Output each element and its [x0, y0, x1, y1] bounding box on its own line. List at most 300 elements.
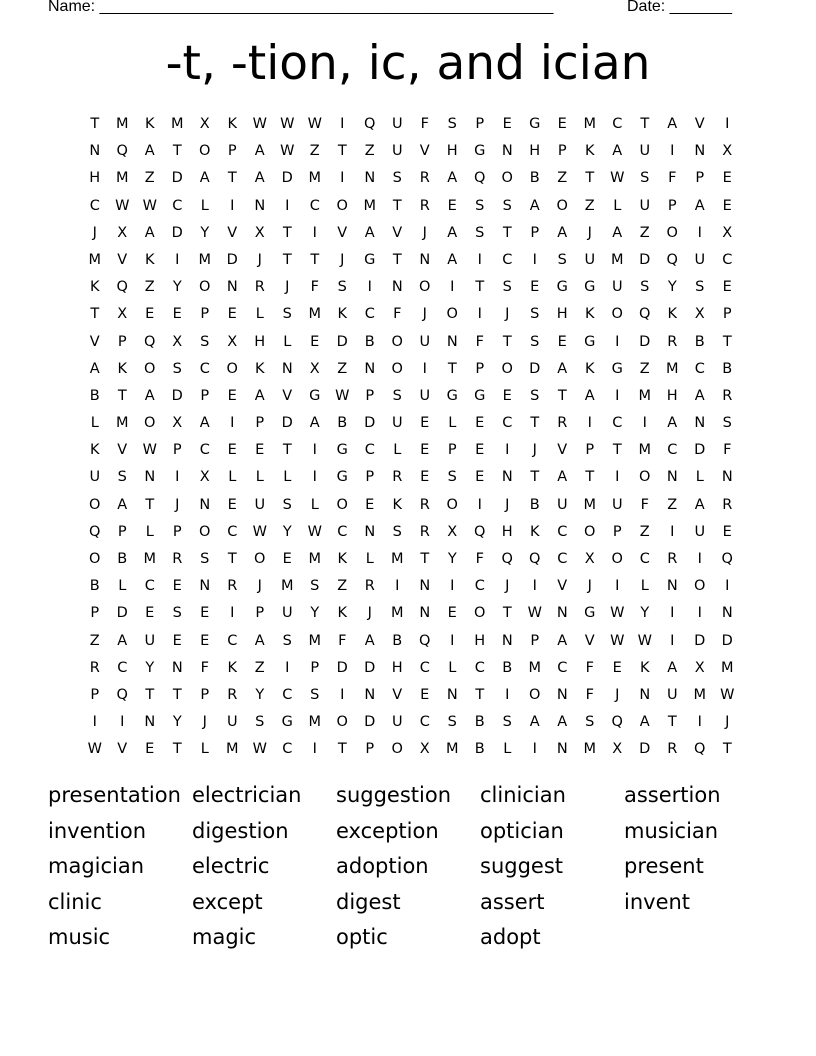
grid-cell: A [529, 197, 540, 214]
grid-row [81, 410, 741, 437]
word-list-item: assertion [624, 783, 721, 807]
grid-cell: C [694, 360, 705, 377]
grid-cell: G [364, 251, 376, 268]
grid-cell: K [584, 306, 595, 323]
word-list-item: digest [336, 889, 401, 914]
word-list-item: optic [336, 925, 388, 949]
grid-cell: A [694, 496, 705, 513]
grid-cell: D [694, 442, 706, 459]
grid-cell: P [200, 686, 210, 703]
grid-cell: R [227, 686, 238, 703]
grid-cell: Q [529, 551, 541, 567]
grid-cell: V [419, 143, 430, 160]
grid-cell: C [199, 442, 210, 459]
grid-row [81, 193, 741, 220]
grid-cell: M [170, 116, 184, 132]
grid-cell: D [281, 415, 293, 432]
grid-cell: I [477, 496, 482, 513]
grid-cell: Y [200, 224, 210, 241]
grid-cell: Q [611, 714, 623, 731]
grid-row [81, 437, 741, 464]
grid-cell: S [172, 360, 182, 377]
word-list-item: optician [480, 818, 564, 843]
grid-cell: I [422, 360, 427, 377]
grid-cell: I [615, 469, 620, 486]
grid-cell: A [254, 632, 265, 649]
grid-cell: S [640, 170, 650, 187]
grid-row [81, 546, 741, 573]
grid-cell: K [584, 143, 595, 160]
word-list-item: electric [192, 854, 270, 878]
grid-cell: U [281, 605, 293, 622]
grid-cell: F [420, 116, 429, 132]
grid-cell: U [391, 116, 403, 132]
grid-row [81, 220, 741, 247]
grid-cell: S [282, 496, 292, 513]
grid-cell: I [670, 632, 675, 649]
grid-cell: L [613, 197, 622, 214]
grid-cell: S [337, 279, 347, 296]
grid-cell: S [282, 306, 292, 323]
grid-cell: T [310, 251, 320, 268]
grid-cell: L [640, 578, 649, 595]
grid-cell: W [720, 686, 735, 703]
grid-cell: N [364, 360, 376, 377]
grid-cell: E [420, 415, 430, 432]
grid-cell: A [612, 143, 623, 160]
word-list-item: music [48, 925, 111, 949]
grid-cell: U [666, 686, 678, 703]
grid-cell: D [116, 605, 128, 622]
grid-cell: F [585, 659, 594, 676]
grid-cell: W [307, 116, 322, 132]
grid-cell: M [308, 714, 321, 731]
grid-cell: K [89, 442, 100, 459]
grid-cell: X [172, 333, 183, 350]
grid-cell: K [117, 360, 127, 377]
grid-cell: Q [501, 551, 513, 567]
grid-cell: M [638, 442, 651, 459]
grid-cell: E [145, 741, 155, 758]
grid-cell: R [667, 551, 678, 567]
grid-row [81, 709, 741, 736]
grid-cell: H [501, 523, 513, 540]
grid-cell: W [87, 741, 102, 758]
grid-cell: F [200, 659, 209, 676]
grid-cell: P [475, 360, 485, 377]
grid-cell: H [446, 143, 458, 160]
grid-cell: Y [667, 279, 677, 296]
grid-cell: A [557, 714, 568, 731]
grid-cell: V [227, 224, 238, 241]
grid-cell: M [198, 251, 211, 268]
grid-cell: L [283, 333, 292, 350]
grid-cell: C [722, 251, 733, 268]
grid-cell: L [118, 578, 127, 595]
grid-cell: C [227, 632, 238, 649]
grid-cell: S [530, 333, 540, 350]
grid-cell: V [117, 442, 128, 459]
grid-cell: C [282, 741, 293, 758]
grid-cell: X [227, 333, 238, 350]
grid-cell: U [556, 496, 568, 513]
grid-cell: D [336, 333, 348, 350]
grid-cell: X [117, 306, 128, 323]
grid-cell: S [172, 605, 182, 622]
grid-cell: H [254, 333, 266, 350]
grid-cell: S [447, 714, 457, 731]
grid-cell: X [172, 415, 183, 432]
grid-cell: A [667, 659, 678, 676]
grid-cell: U [694, 523, 706, 540]
grid-cell: K [144, 116, 155, 132]
grid-cell: D [721, 632, 733, 649]
grid-cell: J [587, 224, 592, 241]
grid-cell: S [502, 279, 512, 296]
grid-cell: U [419, 387, 431, 404]
grid-row [81, 329, 741, 356]
grid-cell: J [175, 496, 180, 513]
grid-cell: T [392, 197, 402, 214]
grid-cell: X [584, 551, 595, 567]
grid-cell: J [587, 578, 592, 595]
grid-cell: D [281, 170, 293, 187]
grid-cell: L [90, 415, 99, 432]
word-list-item: digestion [192, 818, 289, 843]
grid-cell: K [337, 605, 347, 622]
grid-cell: Z [584, 197, 595, 214]
grid-cell: N [501, 143, 513, 160]
grid-cell: S [502, 197, 512, 214]
word-list-row [48, 814, 768, 850]
grid-cell: O [639, 469, 651, 486]
grid-cell: C [144, 578, 155, 595]
grid-cell: J [615, 686, 620, 703]
grid-row [81, 600, 741, 627]
grid-cell: P [310, 659, 320, 676]
grid-cell: B [364, 333, 375, 350]
grid-cell: D [226, 251, 238, 268]
word-list-item: presentation [48, 783, 181, 807]
grid-cell: Y [640, 605, 650, 622]
grid-cell: E [310, 333, 320, 350]
word-list-row [48, 920, 768, 956]
grid-cell: A [447, 224, 458, 241]
grid-cell: E [172, 306, 182, 323]
grid-cell: R [254, 279, 265, 296]
grid-cell: S [200, 333, 210, 350]
grid-cell: P [530, 632, 540, 649]
grid-cell: T [502, 333, 512, 350]
grid-cell: S [640, 279, 650, 296]
grid-cell: Y [172, 279, 182, 296]
grid-cell: G [474, 387, 486, 404]
grid-cell: U [391, 415, 403, 432]
grid-cell: P [255, 415, 265, 432]
grid-cell: W [280, 143, 295, 160]
grid-cell: G [584, 333, 596, 350]
grid-cell: O [391, 360, 403, 377]
grid-cell: H [529, 143, 541, 160]
grid-cell: G [611, 360, 623, 377]
grid-cell: N [144, 714, 156, 731]
grid-cell: W [280, 116, 295, 132]
grid-cell: H [391, 659, 403, 676]
grid-cell: E [447, 197, 457, 214]
grid-cell: H [556, 306, 568, 323]
grid-cell: O [336, 197, 348, 214]
grid-cell: T [227, 170, 237, 187]
grid-cell: X [694, 306, 705, 323]
grid-cell: Z [557, 170, 568, 187]
grid-cell: A [639, 714, 650, 731]
grid-cell: A [199, 415, 210, 432]
grid-cell: P [90, 605, 100, 622]
grid-cell: Z [639, 224, 650, 241]
grid-cell: T [475, 279, 485, 296]
grid-cell: R [89, 659, 100, 676]
grid-cell: D [639, 333, 651, 350]
grid-cell: B [392, 632, 403, 649]
grid-cell: H [474, 632, 486, 649]
grid-cell: T [722, 333, 732, 350]
word-list-item: adoption [336, 854, 429, 878]
grid-cell: I [477, 306, 482, 323]
grid-cell: I [175, 469, 180, 486]
grid-cell: G [584, 605, 596, 622]
grid-cell: C [282, 686, 293, 703]
grid-cell: N [694, 143, 706, 160]
grid-cell: P [612, 523, 622, 540]
grid-cell: U [254, 496, 266, 513]
grid-cell: Q [474, 170, 486, 187]
grid-cell: J [92, 224, 97, 241]
grid-cell: A [89, 360, 100, 377]
grid-cell: B [474, 741, 485, 758]
grid-cell: S [282, 632, 292, 649]
grid-cell: A [557, 632, 568, 649]
grid-cell: N [364, 170, 376, 187]
grid-cell: P [365, 741, 375, 758]
grid-cell: R [557, 415, 568, 432]
grid-cell: O [391, 333, 403, 350]
grid-cell: K [529, 523, 540, 540]
grid-cell: P [585, 442, 595, 459]
grid-cell: I [312, 741, 317, 758]
grid-cell: Z [89, 632, 100, 649]
grid-cell: W [252, 741, 267, 758]
grid-cell: X [199, 116, 210, 132]
grid-cell: B [529, 496, 540, 513]
grid-cell: E [227, 442, 237, 459]
grid-cell: J [202, 714, 207, 731]
grid-cell: D [171, 170, 183, 187]
grid-cell: T [282, 224, 292, 241]
grid-cell: Z [364, 143, 375, 160]
grid-cell: O [89, 496, 101, 513]
grid-cell: D [336, 659, 348, 676]
grid-cell: K [337, 306, 347, 323]
grid-cell: E [227, 306, 237, 323]
grid-cell: B [89, 387, 100, 404]
grid-cell: E [282, 551, 292, 567]
grid-cell: U [611, 279, 623, 296]
grid-cell: T [722, 741, 732, 758]
grid-cell: R [227, 578, 238, 595]
grid-cell: Q [639, 306, 651, 323]
grid-cell: C [474, 659, 485, 676]
grid-cell: M [308, 306, 321, 323]
grid-cell: M [363, 197, 376, 214]
grid-cell: U [391, 714, 403, 731]
grid-cell: J [285, 279, 290, 296]
grid-cell: A [557, 224, 568, 241]
grid-cell: M [583, 116, 596, 132]
grid-row [81, 274, 741, 301]
grid-cell: I [175, 251, 180, 268]
grid-cell: E [722, 523, 732, 540]
grid-row [81, 628, 741, 655]
grid-cell: R [392, 469, 403, 486]
grid-cell: N [501, 469, 513, 486]
grid-cell: Q [419, 632, 431, 649]
grid-cell: C [364, 306, 375, 323]
word-list-item: assert [480, 889, 545, 914]
grid-row [81, 519, 741, 546]
grid-cell: U [639, 143, 651, 160]
grid-cell: N [501, 632, 513, 649]
grid-cell: M [390, 551, 404, 567]
grid-cell: M [88, 251, 101, 268]
grid-cell: R [419, 496, 430, 513]
grid-cell: N [419, 578, 431, 595]
grid-cell: M [390, 605, 404, 622]
grid-cell: E [255, 442, 265, 459]
grid-cell: Q [144, 333, 156, 350]
grid-cell: E [722, 279, 732, 296]
grid-cell: A [557, 360, 568, 377]
grid-cell: A [117, 632, 128, 649]
word-list-item: present [624, 854, 704, 878]
grid-cell: P [255, 605, 265, 622]
grid-cell: H [89, 170, 101, 187]
grid-cell: O [144, 415, 156, 432]
grid-cell: G [281, 714, 293, 731]
grid-cell: G [474, 143, 486, 160]
grid-cell: T [282, 251, 292, 268]
grid-cell: T [117, 387, 127, 404]
grid-cell: S [392, 523, 402, 540]
grid-cell: M [693, 686, 706, 703]
grid-cell: O [199, 279, 211, 296]
grid-cell: P [365, 469, 375, 486]
grid-cell: O [419, 279, 431, 296]
grid-cell: N [446, 333, 458, 350]
grid-row [81, 573, 741, 600]
grid-row [81, 383, 741, 410]
grid-cell: C [419, 714, 430, 731]
grid-cell: L [503, 741, 512, 758]
grid-cell: V [392, 224, 403, 241]
grid-cell: O [474, 605, 486, 622]
grid-cell: T [145, 496, 155, 513]
grid-cell: N [89, 143, 101, 160]
grid-cell: E [557, 116, 567, 132]
grid-cell: Y [282, 523, 292, 540]
grid-cell: C [502, 251, 513, 268]
grid-cell: I [725, 116, 730, 132]
grid-cell: I [477, 251, 482, 268]
grid-cell: X [694, 659, 705, 676]
grid-cell: I [670, 605, 675, 622]
grid-cell: D [694, 632, 706, 649]
grid-cell: W [610, 632, 625, 649]
grid-cell: W [610, 605, 625, 622]
grid-cell: P [172, 523, 182, 540]
grid-cell: M [308, 170, 321, 187]
grid-cell: L [145, 523, 154, 540]
grid-cell: W [252, 116, 267, 132]
word-list-item: invention [48, 818, 147, 843]
grid-cell: A [612, 224, 623, 241]
grid-cell: F [310, 279, 319, 296]
word-list-item: adopt [480, 925, 541, 949]
grid-cell: I [532, 578, 537, 595]
grid-cell: T [420, 551, 430, 567]
grid-cell: A [364, 224, 375, 241]
grid-cell: Q [116, 686, 128, 703]
grid-cell: I [395, 578, 400, 595]
grid-cell: T [282, 442, 292, 459]
grid-cell: R [419, 170, 430, 187]
grid-cell: X [117, 224, 128, 241]
grid-cell: O [391, 741, 403, 758]
grid-cell: W [335, 387, 350, 404]
grid-cell: Z [639, 523, 650, 540]
grid-row [81, 492, 741, 519]
grid-cell: U [144, 632, 156, 649]
grid-cell: L [228, 469, 237, 486]
grid-cell: A [447, 251, 458, 268]
grid-cell: T [172, 686, 182, 703]
grid-cell: O [336, 714, 348, 731]
grid-cell: S [255, 714, 265, 731]
grid-cell: C [337, 523, 348, 540]
grid-cell: O [501, 360, 513, 377]
grid-cell: H [666, 387, 678, 404]
grid-cell: I [615, 333, 620, 350]
grid-cell: B [117, 551, 128, 567]
grid-cell: M [225, 741, 239, 758]
grid-cell: T [447, 360, 457, 377]
grid-cell: V [337, 224, 348, 241]
grid-cell: Z [337, 578, 348, 595]
grid-cell: V [282, 387, 293, 404]
grid-cell: A [694, 387, 705, 404]
grid-cell: T [640, 116, 650, 132]
grid-cell: I [312, 442, 317, 459]
word-list-item: exception [336, 818, 439, 843]
grid-cell: E [722, 197, 732, 214]
grid-cell: G [336, 442, 348, 459]
grid-cell: V [117, 251, 128, 268]
grid-cell: M [308, 551, 321, 567]
grid-cell: C [309, 197, 320, 214]
grid-cell: T [667, 714, 677, 731]
grid-cell: O [584, 523, 596, 540]
grid-cell: E [145, 306, 155, 323]
grid-cell: E [475, 415, 485, 432]
